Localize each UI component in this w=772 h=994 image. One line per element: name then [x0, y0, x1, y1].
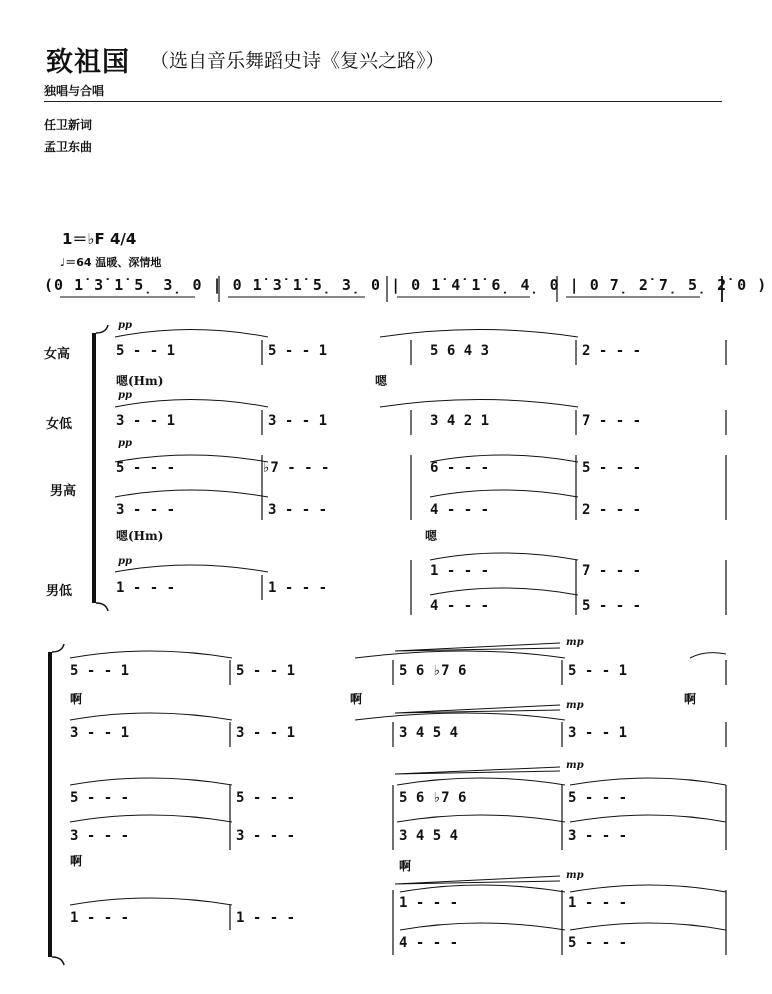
key-signature: 1＝♭F 4/4	[62, 230, 137, 248]
measure: ♭7 - - -	[262, 460, 330, 476]
dynamic-pp: pp	[118, 556, 132, 567]
measure: 3 4 5 4	[399, 828, 459, 844]
voice-label-bass: 男低	[46, 584, 73, 599]
tempo-marking: ♩＝64 温暖、深情地	[60, 256, 162, 269]
lyric-text: 啊	[399, 859, 412, 873]
voice-label-alto: 女低	[46, 417, 73, 432]
lyric-text: 啊	[70, 854, 83, 868]
measure: 5 - - 1	[116, 343, 176, 359]
measure: 5 - - 1	[268, 343, 328, 359]
measure: 6 - - -	[430, 460, 490, 476]
measure: 5 - - 1	[70, 663, 130, 679]
measure: 5 - - -	[116, 460, 176, 476]
composer-credit: 孟卫东曲	[44, 140, 93, 154]
measure: 3 - - -	[236, 828, 296, 844]
lyric-text: 啊	[350, 692, 363, 706]
measure: 3 - - 1	[236, 725, 296, 741]
form-label: 独唱与合唱	[44, 84, 105, 98]
measure: 3 - - -	[568, 828, 628, 844]
lyric-text: 啊	[684, 692, 697, 706]
measure: 1 - - -	[430, 563, 490, 579]
measure: 1 - - -	[268, 580, 328, 596]
measure: 5 - - 1	[236, 663, 296, 679]
measure: 2 - - -	[582, 343, 642, 359]
dynamic-mp: mp	[566, 637, 584, 648]
measure: 1 - - -	[568, 895, 628, 911]
measure: 4 - - -	[430, 502, 490, 518]
measure: 5 6 ♭7 6	[399, 790, 467, 806]
dynamic-mp: mp	[566, 870, 584, 881]
measure: 3 - - 1	[268, 413, 328, 429]
measure: 5 - - -	[70, 790, 130, 806]
measure: 7 - - -	[582, 563, 642, 579]
dynamic-pp: pp	[118, 438, 132, 449]
dynamic-mp: mp	[566, 700, 584, 711]
measure: 3 - - -	[268, 502, 328, 518]
measure: 3 4 5 4	[399, 725, 459, 741]
measure: 3 - - -	[70, 828, 130, 844]
dynamic-pp: pp	[118, 320, 132, 331]
measure: 5 - - 1	[568, 663, 628, 679]
measure: 1 - - -	[236, 910, 296, 926]
measure: 5 6 4 3	[430, 343, 490, 359]
measure: 4 - - -	[399, 935, 459, 951]
measure: 5 - - -	[582, 460, 642, 476]
page-title: 致祖国	[46, 47, 130, 78]
intro-line: (0 1̇ 3̇ 1̇ 5̣ 3̣ 0 | 0 1̇ 3̇ 1̇ 5̣ 3̣ 0 | 0 1̇ 4̇ 1̇ 6̣ 4̣ 0 | 0 7̣ 2̇ 7̣ 5̣ 2̇ 0 )	[44, 276, 768, 294]
measure: 3 - - -	[116, 502, 176, 518]
lyric-text: 嗯(Hm)	[116, 529, 164, 543]
lyric-text: 嗯	[425, 529, 438, 543]
measure: 5 - - -	[582, 598, 642, 614]
measure: 2 - - -	[582, 502, 642, 518]
measure: 5 6 ♭7 6	[399, 663, 467, 679]
measure: 3 - - 1	[116, 413, 176, 429]
measure: 3 - - 1	[568, 725, 628, 741]
measure: 5 - - -	[236, 790, 296, 806]
measure: 1 - - -	[116, 580, 176, 596]
measure: 3 4 2 1	[430, 413, 490, 429]
dynamic-mp: mp	[566, 760, 584, 771]
measure: 1 - - -	[70, 910, 130, 926]
voice-label-soprano: 女高	[44, 347, 71, 362]
lyric-text: 嗯	[375, 374, 388, 388]
measure: 4 - - -	[430, 598, 490, 614]
lyric-text: 啊	[70, 692, 83, 706]
measure: 7 - - -	[582, 413, 642, 429]
measure: 3 - - 1	[70, 725, 130, 741]
measure: 5 - - -	[568, 935, 628, 951]
measure: 1 - - -	[399, 895, 459, 911]
lyricist-credit: 任卫新词	[44, 118, 93, 132]
lyric-text: 嗯(Hm)	[116, 374, 164, 388]
dynamic-pp: pp	[118, 390, 132, 401]
voice-label-tenor: 男高	[50, 484, 77, 499]
page-subtitle: （选自音乐舞蹈史诗《复兴之路》）	[150, 50, 445, 72]
measure: 5 - - -	[568, 790, 628, 806]
